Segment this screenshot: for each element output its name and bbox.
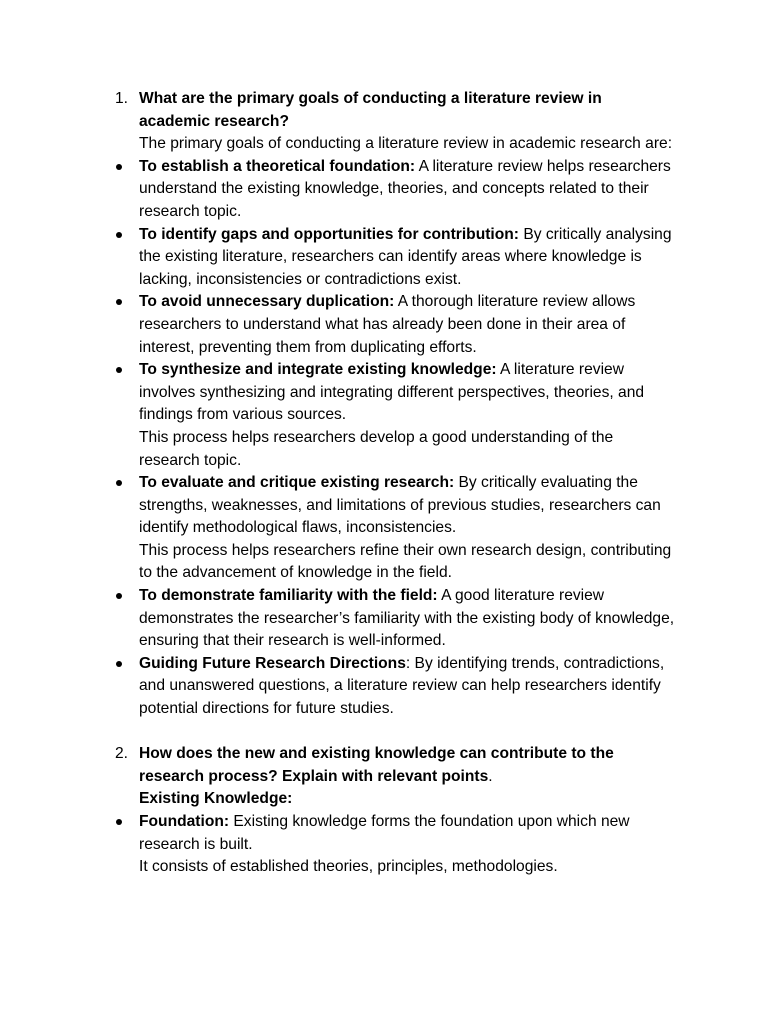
- bullet-text: : By identifying trends, contradictions, and unanswered questions, a literature review can help researchers identify potential directions for future studies.: [139, 654, 665, 718]
- list-item: [115, 472, 675, 585]
- list-item: [115, 291, 675, 359]
- question-1-text: What are the primary goals of conducting a literature review in academic research?: [139, 90, 602, 130]
- question-2: [115, 743, 675, 811]
- list-item: [115, 224, 675, 292]
- question-2-subheading: Existing Knowledge:: [139, 790, 293, 808]
- bullet-lead: To avoid unnecessary duplication:: [139, 293, 395, 311]
- question-2-number: 2.: [115, 745, 129, 763]
- bullet-lead: To identify gaps and opportunities for contribution:: [139, 225, 519, 243]
- list-item: [115, 156, 675, 224]
- bullet-text: By critically analysing the existing literature, researchers can identify areas where knowledge is lacking, inconsistencies or contradictions exist.: [139, 225, 672, 288]
- section-spacer: [115, 721, 675, 744]
- bullet-text: A good literature review demonstrates the researcher’s familiarity with the existing body of knowledge, ensuring that their research is well-informed.: [139, 587, 675, 650]
- list-item: [115, 359, 675, 472]
- question-1-number: 1.: [115, 90, 129, 107]
- bullet-lead: To establish a theoretical foundation:: [139, 157, 416, 175]
- bullet-lead: Foundation:: [139, 813, 230, 830]
- document-content: [115, 88, 675, 879]
- question-1: [115, 88, 675, 156]
- bullet-extra: This process helps researchers develop a good understanding of the research topic.: [139, 428, 614, 469]
- bullet-extra: This process helps researchers refine their own research design, contributing to the advancement of knowledge in the field.: [139, 541, 672, 582]
- bullet-lead: To evaluate and critique existing research:: [139, 474, 455, 492]
- bullet-text: A literature review involves synthesizing and integrating different perspectives, theories, and findings from various sources.: [139, 361, 645, 424]
- question-1-intro: The primary goals of conducting a literature review in academic research are:: [139, 135, 673, 153]
- bullet-text: A thorough literature review allows researchers to understand what has already been done in their area of interest, preventing them from duplicating efforts.: [139, 293, 636, 356]
- bullet-lead: To synthesize and integrate existing knowledge:: [139, 361, 497, 379]
- bullet-lead: To demonstrate familiarity with the field:: [139, 587, 438, 605]
- question-2-end: .: [488, 767, 493, 785]
- bullet-text: A literature review helps researchers understand the existing knowledge, theories, and concepts related to their research topic.: [139, 157, 671, 220]
- list-item: [115, 811, 675, 879]
- bullet-text: Existing knowledge forms the foundation upon which new research is built.: [139, 813, 630, 853]
- list-item: [115, 653, 675, 721]
- question-2-text: How does the new and existing knowledge can contribute to the research process? Explain with relevant points: [139, 745, 614, 785]
- list-item: [115, 585, 675, 653]
- bullet-lead: Guiding Future Research Directions: [139, 654, 406, 672]
- bullet-extra: It consists of established theories, principles, methodologies.: [139, 858, 558, 876]
- bullet-text: By critically evaluating the strengths, weaknesses, and limitations of previous studies, researchers can identify methodological flaws, inconsistencies.: [139, 474, 661, 537]
